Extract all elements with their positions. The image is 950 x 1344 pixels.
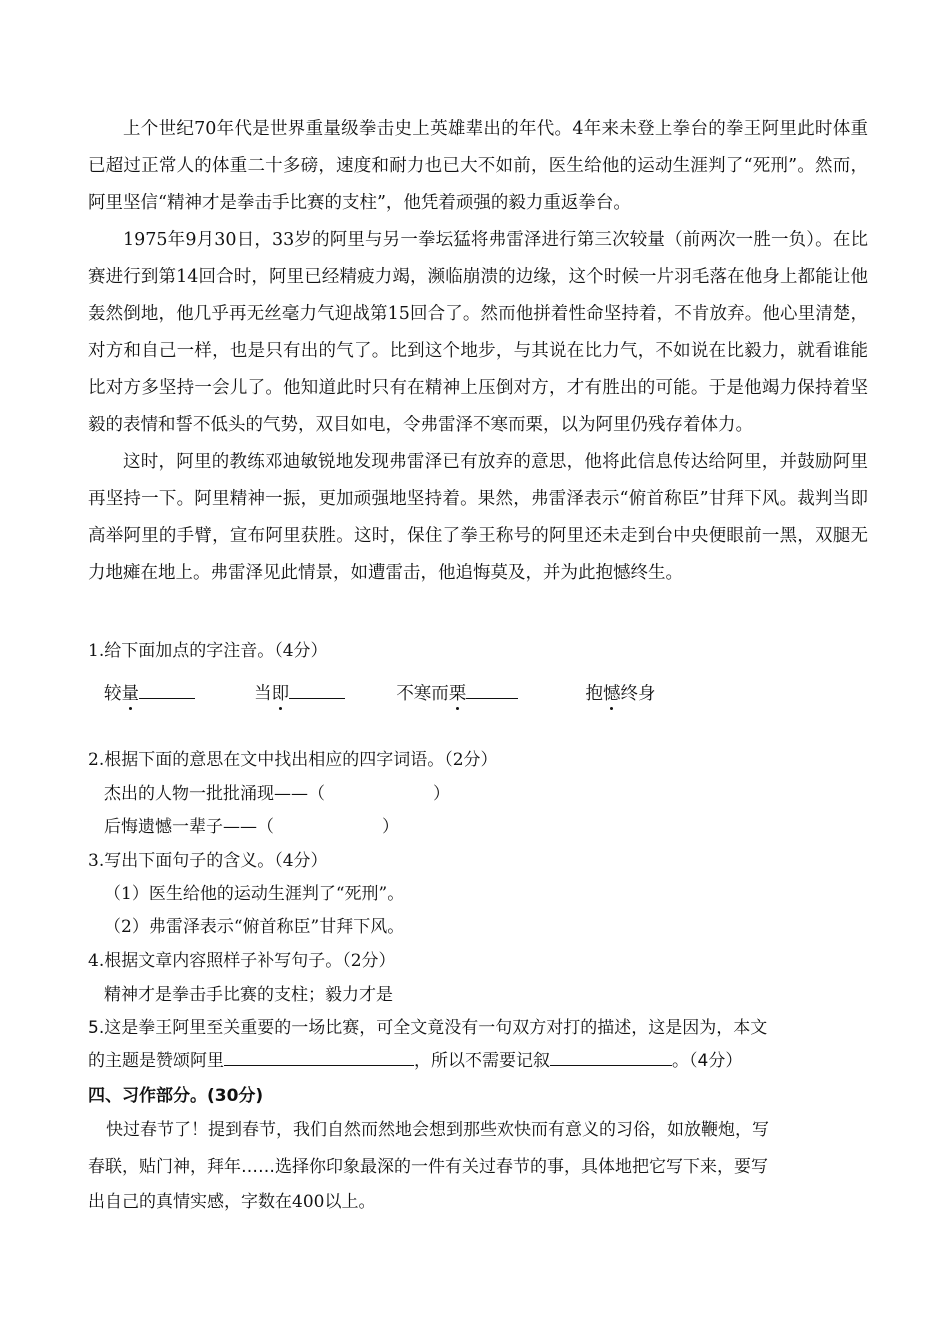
section-4-line-3-c: 以上。	[324, 1192, 376, 1212]
question-4-title: 4.根据文章内容照样子补写句子。（2分）	[88, 951, 396, 971]
q1-item-2-dotted-char: 即	[272, 680, 290, 705]
q2-item-2-close-paren: ）	[382, 817, 399, 837]
passage-paragraph-3: 这时，阿里的教练邓迪敏锐地发现弗雷泽已有放弃的意思，他将此信息传达给阿里，并鼓励阿里再坚持一下。阿里精神一振，更加顽强地坚持着。果然，弗雷泽表示“俯首称臣”甘拜下风。裁判当即高举阿里的手臂，宣布阿里获胜。这时，保住了拳王称号的阿里还未走到台中央便眼前一黑，双腿无力地瘫在地上。弗雷泽见此情景，如遭雷击，他追悔莫及，并为此抱憾终生。	[88, 452, 868, 583]
question-1-items	[104, 680, 655, 705]
passage-paragraph-2: 1975年9月30日，33岁的阿里与另一拳坛猛将弗雷泽进行第三次较量（前两次一胜一负）。在比赛进行到第14回合时，阿里已经精疲力竭，濒临崩溃的边缘，这个时候一片羽毛落在他身上都能让他轰然倒地，他几乎再无丝毫力气迎战第15回合了。然而他拼着性命坚持着，不肯放弃。他心里清楚，对方和自己一样，也是只有出的气了。比到这个地步，与其说在比力气，不如说在比毅力，就看谁能比对方多坚持一会儿了。他知道此时只有在精神上压倒对方，才有胜出的可能。于是他竭力保持着坚毅的表情和誓不低头的气势，双目如电，令弗雷泽不寒而栗，以为阿里仍残存着体力。	[88, 230, 868, 435]
q1-item-4-text: 抱	[585, 684, 603, 704]
section-4-line-2: 春联，贴门神，拜年……选择你印象最深的一件有关过春节的事，具体地把它写下来，要写	[88, 1157, 768, 1177]
section-4-title: 四、习作部分。(30分)	[88, 1086, 264, 1106]
q1-item-4	[585, 684, 655, 704]
reading-passage	[88, 111, 868, 592]
q1-item-2-blank[interactable]	[289, 682, 345, 699]
question-1-title: 1.给下面加点的字注音。（4分）	[88, 641, 328, 661]
q5-blank-1[interactable]	[224, 1049, 414, 1066]
q1-item-3-blank[interactable]	[466, 682, 518, 699]
section-4-word-count: 400	[292, 1192, 325, 1212]
q5-blank-2[interactable]	[550, 1049, 672, 1066]
q1-item-3	[396, 684, 524, 704]
question-4-text: 精神才是拳击手比赛的支柱；毅力才是	[104, 985, 393, 1005]
question-2-item-1	[104, 779, 450, 804]
q5-text-b: ，所以不需要记叙	[414, 1051, 550, 1071]
q1-item-1-dotted-char: 量	[122, 680, 140, 705]
q2-item-1-close-paren: ）	[433, 784, 450, 804]
question-2-title: 2.根据下面的意思在文中找出相应的四字词语。（2分）	[88, 750, 498, 770]
q1-item-1-text: 较	[104, 684, 122, 704]
question-5-line-2	[88, 1046, 742, 1071]
question-2-item-2	[104, 812, 399, 837]
q1-item-2	[254, 684, 351, 704]
q5-text-c: 。（4分）	[672, 1051, 743, 1071]
q2-item-1-text: 杰出的人物一批批涌现——（	[104, 784, 325, 804]
question-3-title: 3.写出下面句子的含义。（4分）	[88, 851, 328, 871]
q1-item-2-text: 当	[254, 684, 272, 704]
question-5-line-1: 5.这是拳王阿里至关重要的一场比赛，可全文竟没有一句双方对打的描述，这是因为，本文	[88, 1018, 768, 1038]
question-3-item-1: （1）医生给他的运动生涯判了“死刑”。	[104, 884, 405, 904]
q1-item-4-suffix: 终身	[620, 684, 656, 704]
q1-item-1	[104, 684, 201, 704]
q1-item-3-dotted-char: 栗	[449, 680, 467, 705]
section-4-line-3	[88, 1187, 375, 1212]
q5-text-a: 的主题是赞颂阿里	[88, 1051, 224, 1071]
section-4-line-1: 快过春节了！提到春节，我们自然而然地会想到那些欢快而有意义的习俗，如放鞭炮，写	[106, 1120, 769, 1140]
q1-item-1-blank[interactable]	[139, 682, 195, 699]
passage-paragraph-1: 上个世纪70年代是世界重量级拳击史上英雄辈出的年代。4年来未登上拳台的拳王阿里此时体重已超过正常人的体重二十多磅，速度和耐力也已大不如前，医生给他的运动生涯判了“死刑”。然而，阿里坚信“精神才是拳击手比赛的支柱”，他凭着顽强的毅力重返拳台。	[88, 119, 868, 213]
q2-item-2-text: 后悔遗憾一辈子——（	[104, 817, 274, 837]
section-4-line-3-a: 出自己的真情实感，字数在	[88, 1192, 292, 1212]
q1-item-3-text: 不寒而	[396, 684, 449, 704]
q1-item-4-dotted-char: 憾	[603, 680, 621, 705]
question-3-item-2: （2）弗雷泽表示“俯首称臣”甘拜下风。	[104, 917, 405, 937]
